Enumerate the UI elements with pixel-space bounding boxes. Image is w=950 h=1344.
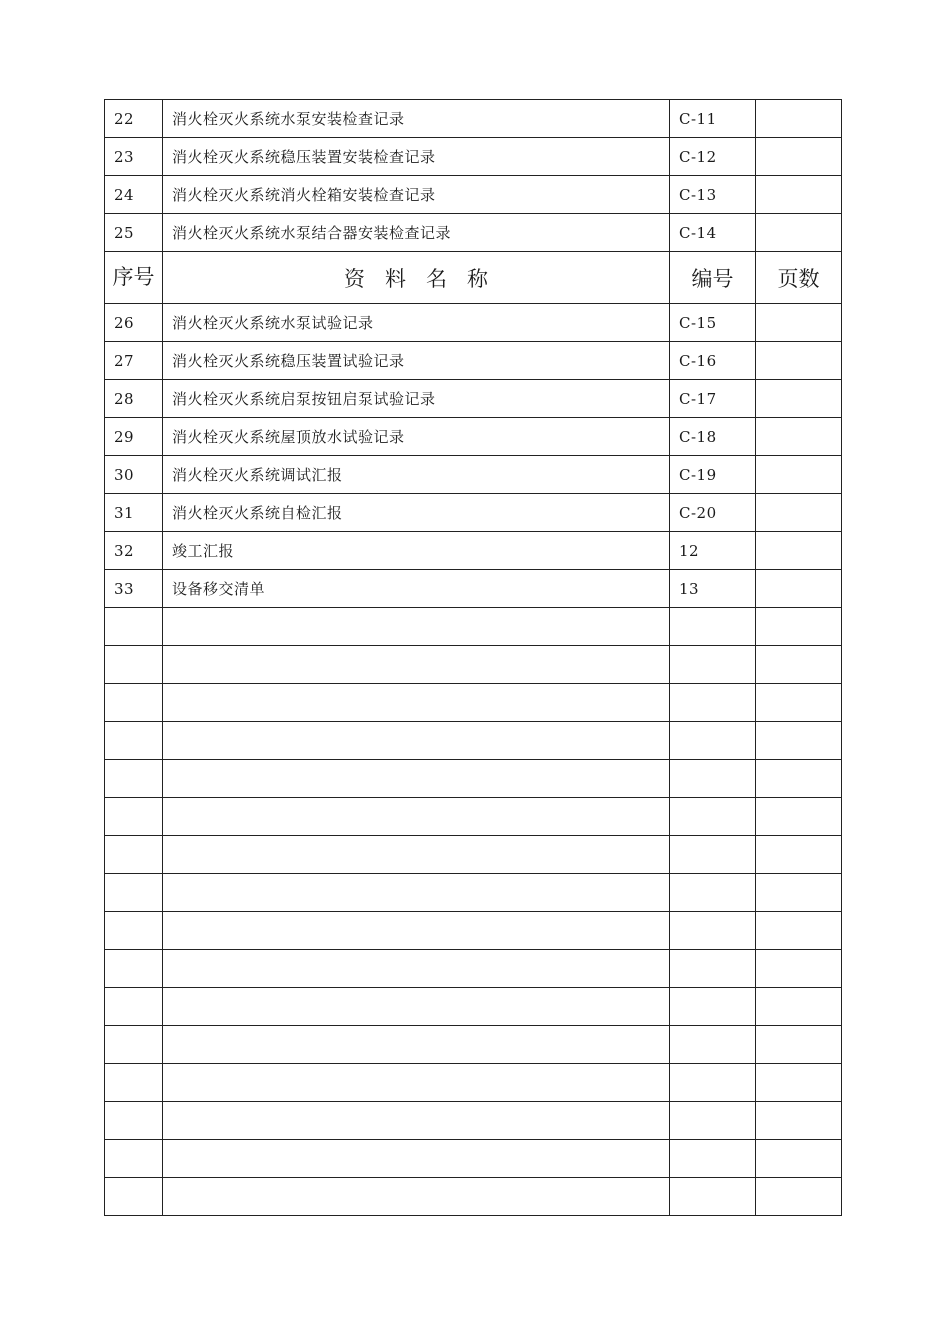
cell-seq [105, 1102, 163, 1140]
cell-name: 消火栓灭火系统自检汇报 [163, 494, 670, 532]
cell-code [670, 1178, 756, 1216]
cell-pages [756, 100, 842, 138]
cell-pages [756, 380, 842, 418]
cell-seq: 30 [105, 456, 163, 494]
cell-code: C-18 [670, 418, 756, 456]
table-row [105, 646, 842, 684]
cell-code [670, 684, 756, 722]
table-header [105, 252, 842, 304]
cell-pages [756, 214, 842, 252]
cell-code [670, 912, 756, 950]
cell-code: C-20 [670, 494, 756, 532]
cell-seq [105, 874, 163, 912]
cell-name: 设备移交清单 [163, 570, 670, 608]
cell-pages [756, 722, 842, 760]
cell-name: 消火栓灭火系统稳压装置安装检查记录 [163, 138, 670, 176]
cell-name [163, 760, 670, 798]
cell-pages [756, 342, 842, 380]
cell-code [670, 798, 756, 836]
rows-after-header [105, 304, 842, 1216]
cell-pages [756, 1178, 842, 1216]
cell-seq [105, 1026, 163, 1064]
cell-code [670, 950, 756, 988]
cell-pages [756, 494, 842, 532]
cell-pages [756, 138, 842, 176]
cell-pages [756, 646, 842, 684]
cell-code: C-13 [670, 176, 756, 214]
cell-seq [105, 912, 163, 950]
cell-code [670, 874, 756, 912]
cell-code: C-15 [670, 304, 756, 342]
cell-pages [756, 798, 842, 836]
cell-pages [756, 1026, 842, 1064]
cell-seq [105, 950, 163, 988]
cell-pages [756, 988, 842, 1026]
header-code: 编号 [670, 252, 756, 304]
table-row [105, 722, 842, 760]
cell-name [163, 722, 670, 760]
cell-name: 消火栓灭火系统稳压装置试验记录 [163, 342, 670, 380]
cell-code: C-12 [670, 138, 756, 176]
cell-name: 消火栓灭火系统消火栓箱安装检查记录 [163, 176, 670, 214]
cell-name [163, 646, 670, 684]
cell-seq: 26 [105, 304, 163, 342]
cell-code: C-11 [670, 100, 756, 138]
cell-seq [105, 684, 163, 722]
cell-name [163, 912, 670, 950]
cell-pages [756, 836, 842, 874]
cell-seq [105, 1140, 163, 1178]
header-name: 资料名称 [163, 252, 670, 304]
cell-code: 12 [670, 532, 756, 570]
cell-seq [105, 722, 163, 760]
table-row [105, 456, 842, 494]
cell-name: 消火栓灭火系统水泵安装检查记录 [163, 100, 670, 138]
cell-code [670, 1102, 756, 1140]
table-row [105, 1026, 842, 1064]
table-row [105, 912, 842, 950]
table-row [105, 214, 842, 252]
table-row [105, 1102, 842, 1140]
cell-name [163, 1102, 670, 1140]
cell-name [163, 988, 670, 1026]
cell-pages [756, 570, 842, 608]
cell-pages [756, 874, 842, 912]
cell-name: 消火栓灭火系统启泵按钮启泵试验记录 [163, 380, 670, 418]
cell-name [163, 1178, 670, 1216]
cell-name [163, 950, 670, 988]
table-row [105, 988, 842, 1026]
table-row [105, 304, 842, 342]
cell-code: C-14 [670, 214, 756, 252]
cell-seq: 32 [105, 532, 163, 570]
cell-pages [756, 912, 842, 950]
cell-seq: 31 [105, 494, 163, 532]
cell-seq [105, 836, 163, 874]
cell-pages [756, 950, 842, 988]
cell-code [670, 608, 756, 646]
cell-name [163, 608, 670, 646]
table-row [105, 798, 842, 836]
header-pages: 页数 [756, 252, 842, 304]
cell-name [163, 836, 670, 874]
cell-pages [756, 176, 842, 214]
cell-name: 消火栓灭火系统调试汇报 [163, 456, 670, 494]
cell-seq [105, 1064, 163, 1102]
cell-code [670, 1140, 756, 1178]
cell-name [163, 1064, 670, 1102]
header-seq: 序号 [105, 252, 163, 304]
table-row [105, 684, 842, 722]
cell-pages [756, 532, 842, 570]
header-row [105, 252, 842, 304]
table-row [105, 1140, 842, 1178]
table-row [105, 570, 842, 608]
table-row [105, 760, 842, 798]
table-row [105, 176, 842, 214]
cell-code: C-17 [670, 380, 756, 418]
cell-seq: 23 [105, 138, 163, 176]
cell-pages [756, 418, 842, 456]
table-row [105, 380, 842, 418]
cell-code [670, 722, 756, 760]
cell-seq [105, 646, 163, 684]
cell-name [163, 1026, 670, 1064]
cell-seq: 25 [105, 214, 163, 252]
cell-code: 13 [670, 570, 756, 608]
table-row [105, 532, 842, 570]
cell-seq [105, 608, 163, 646]
cell-seq [105, 760, 163, 798]
cell-seq: 24 [105, 176, 163, 214]
cell-code [670, 988, 756, 1026]
cell-name: 消火栓灭火系统水泵结合器安装检查记录 [163, 214, 670, 252]
cell-code: C-19 [670, 456, 756, 494]
cell-name: 竣工汇报 [163, 532, 670, 570]
table-row [105, 836, 842, 874]
table-row [105, 418, 842, 456]
table-row [105, 1064, 842, 1102]
cell-name [163, 798, 670, 836]
table-row [105, 342, 842, 380]
cell-seq: 28 [105, 380, 163, 418]
cell-pages [756, 684, 842, 722]
cell-code [670, 1026, 756, 1064]
cell-name: 消火栓灭火系统水泵试验记录 [163, 304, 670, 342]
cell-pages [756, 608, 842, 646]
cell-pages [756, 1140, 842, 1178]
cell-seq [105, 1178, 163, 1216]
cell-name [163, 1140, 670, 1178]
cell-seq: 33 [105, 570, 163, 608]
document-index-table [104, 99, 842, 1216]
cell-seq: 22 [105, 100, 163, 138]
table-row [105, 138, 842, 176]
cell-code [670, 1064, 756, 1102]
cell-name [163, 874, 670, 912]
cell-pages [756, 760, 842, 798]
cell-code [670, 836, 756, 874]
cell-name [163, 684, 670, 722]
cell-seq: 29 [105, 418, 163, 456]
cell-code [670, 646, 756, 684]
table-row [105, 950, 842, 988]
cell-code: C-16 [670, 342, 756, 380]
table-row [105, 608, 842, 646]
cell-pages [756, 304, 842, 342]
table-row [105, 874, 842, 912]
cell-code [670, 760, 756, 798]
cell-seq [105, 988, 163, 1026]
table-row [105, 100, 842, 138]
cell-pages [756, 1102, 842, 1140]
table-row [105, 1178, 842, 1216]
cell-seq [105, 798, 163, 836]
cell-seq: 27 [105, 342, 163, 380]
cell-name: 消火栓灭火系统屋顶放水试验记录 [163, 418, 670, 456]
table-row [105, 494, 842, 532]
cell-pages [756, 456, 842, 494]
rows-before-header [105, 100, 842, 252]
cell-pages [756, 1064, 842, 1102]
